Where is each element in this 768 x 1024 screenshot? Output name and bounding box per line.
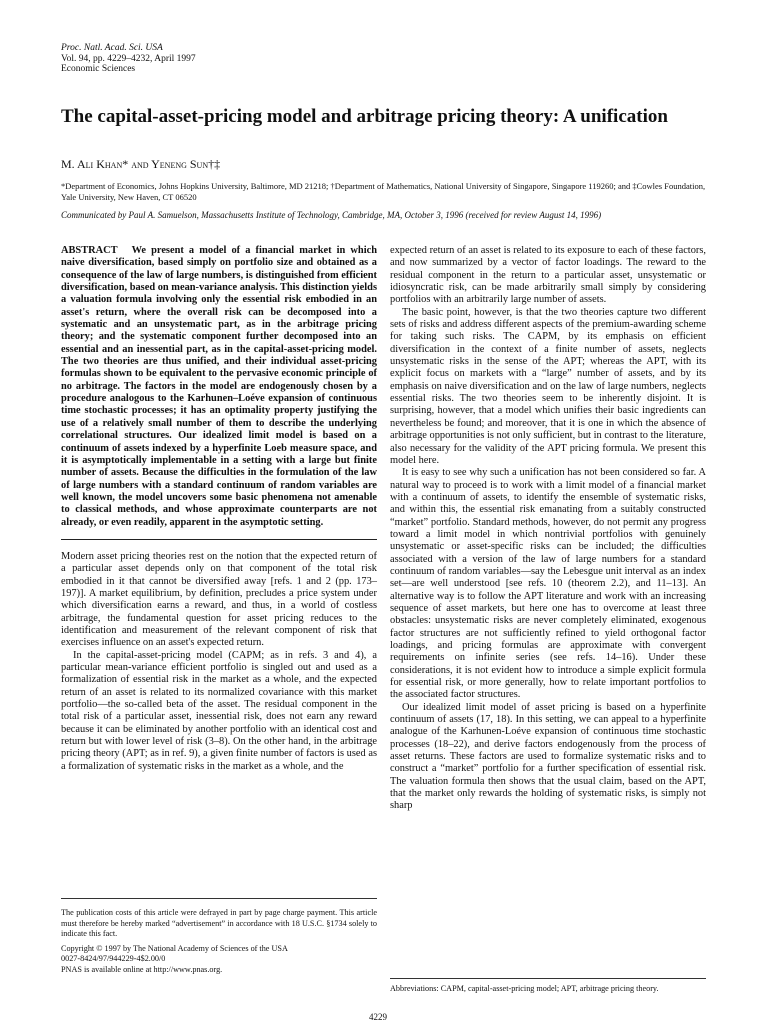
publication-footnote (61, 908, 377, 975)
advertisement-note: The publication costs of this article were defrayed in part by page charge payment. This article must therefore be hereby marked “advertisement” in accordance with 18 U.S.C. §1734 solely to indicate this fact. (61, 908, 377, 938)
body-paragraph: In the capital-asset-pricing model (CAPM; as in refs. 3 and 4), a particular mean-variance efficient portfolio is singled out and used as a formalization of essential risk in the market as a whole, and the expected return of an asset is related to its normalized covariance with this market portfolio—the so-called beta of the asset. The residual component in the total risk of a particular asset, inessential risk, does not earn any reward because it can be eliminated by another portfolio with an identical cost and return but with lower level of risk (3–8). On the other hand, in the arbitrage pricing theory (APT; as in ref. 9), a given finite number of factors is used as a formalization of systematic risks in the market as a whole, and the (61, 649, 377, 772)
journal-name: Proc. Natl. Acad. Sci. USA (61, 43, 163, 53)
abstract-divider (61, 539, 377, 540)
body-paragraph: It is easy to see why such a unification has not been considered so far. A natural way to proceed is to work with a limit model of a financial market with a continuum of assets, to identify the ensemble of systematic risks, and within this, the essential risk emanating from a suitably constructed “market” portfolio. Standard methods, however, do not permit any progress toward a limit model in which nontrivial portfolios with genuinely unsystematic or asset-specific risks can be included; the difficulties associated with a version of the law of large numbers for a standard continuum of random variables—say the Lebesgue unit interval as an index set—are well understood [see refs. 10 (theorem 2.2), and 11–13]. An alternative way is to follow the APT literature and work with an increasing sequence of asset markets, but here one has to overcome at least three obstacles: unsystematic risks are never completely eliminated, exogenous factor structures are not sufficiently refined to yield orthogonal factor loadings, and pricing formulas are approximate with convergent requirements on infinite series (see refs. 14–16). Under these considerations, it is not evident how to introduce a simple explicit formula for essential risk, or more generally, how to relate important portfolios to the associated factor structures. (390, 467, 706, 701)
footnote-divider (61, 898, 377, 899)
paper-title: The capital-asset-pricing model and arbitrage pricing theory: A unification (61, 106, 668, 127)
left-column (61, 245, 377, 773)
abstract (61, 245, 377, 529)
authors: M. Ali Khan* and Yeneng Sun†‡ (61, 157, 221, 171)
journal-header (61, 43, 196, 75)
section-name: Economic Sciences (61, 64, 136, 74)
abstract-text: We present a model of a financial market in which naive diversification, based simply on portfolio size and obtained as a consequence of the law of large numbers, is distinguished from efficient diversification, based on mean-variance analysis. This distinction yields a valuation formula involving only the essential risk embodied in an asset's return, where the overall risk can be decomposed into a systematic and an unsystematic part, as in the arbitrage pricing theory; and the systematic component further decomposed into an essential and an inessential part, as in the capital-asset-pricing model. The two theories are thus unified, and their individual asset-pricing formulas shown to be equivalent to the pervasive economic principle of no arbitrage. The factors in the model are endogenously chosen by a procedure analogous to the Karhunen–Loéve expansion of continuous time stochastic processes; it has an optimality property justifying the use of a relatively small number of them to describe the underlying correlational structures. Our idealized limit model is based on a continuum of assets indexed by a hyperfinite Loeb measure space, and it is asymptotically implementable in a setting with a large but finite number of assets. Because the difficulties in the formulation of the law of large numbers with a standard continuum of random variables are well known, the model uncovers some basic phenomena not amenable to classical methods, and whose approximate counterparts are not already, or even readily, apparent in the asymptotic setting. (61, 245, 377, 528)
abbreviations-note: Abbreviations: CAPM, capital-asset-pricing model; APT, arbitrage pricing theory. (390, 984, 659, 993)
page-number: 4229 (369, 1012, 387, 1022)
online-availability: PNAS is available online at http://www.pnas.org. (61, 964, 223, 974)
body-paragraph: expected return of an asset is related to its exposure to each of these factors, and now summarized by a vector of factor loadings. The reward to the residual component in the return to a particular asset, unsystematic or idiosyncratic risk, can be made arbitrarily small simply by considering portfolios with an arbitrarily large number of assets. (390, 245, 706, 306)
abstract-label: ABSTRACT (61, 245, 118, 256)
body-paragraph: The basic point, however, is that the two theories capture two different sets of risks and address different aspects of the premium-awarding scheme for taking such risks. The CAPM, by its emphasis on efficient diversification in the context of a finite number of assets, neglects unsystematic risks in the sense of the APT; whereas the APT, with its explicit focus on markets with a “large” number of assets, and by its emphasis on naive diversification and on the law of large numbers, neglects essential risks. The two theories seem to be inherently disjoint. It is surprising, however, that a model which unifies their basic ingredients can nevertheless be found; and moreover, that it is one in which the absence of arbitrage opportunities is not only sufficient, but in contrast to the literature, also necessary for the validity of the APT pricing formula. We present this model here. (390, 306, 706, 466)
right-column (390, 245, 706, 813)
affiliations: *Department of Economics, Johns Hopkins University, Baltimore, MD 21218; †Department of Mathematics, National University of Singapore, Singapore 119260; and ‡Cowles Foundation, Yale University, New Haven, CT 06520 (61, 181, 706, 202)
volume-info: Vol. 94, pp. 4229–4232, April 1997 (61, 53, 196, 64)
copyright: Copyright © 1997 by The National Academy of Sciences of the USA (61, 943, 288, 953)
body-paragraph: Modern asset pricing theories rest on the notion that the expected return of a particular asset depends only on that component of the total risk embodied in it that cannot be diversified away [refs. 1 and 2 (pp. 173–197)]. A market equilibrium, by definition, precludes a price system under which diversification earns a reward, and thus, in a world of costless arbitrage, the fundamental question for asset pricing reduces to the identification and measurement of the relevant component of risk that exercises influence on an asset's expected return. (61, 550, 377, 649)
communicated-by: Communicated by Paul A. Samuelson, Massachusetts Institute of Technology, Cambridge, MA, October 3, 1996 (received for review August 14, 1996) (61, 210, 602, 220)
abbreviations-divider (390, 978, 706, 979)
issn: 0027-8424/97/944229-4$2.00/0 (61, 954, 166, 963)
body-paragraph: Our idealized limit model of asset pricing is based on a hyperfinite continuum of assets (17, 18). In this setting, we can appeal to a hyperfinite analogue of the Karhunen-Loéve expansion of continuous time stochastic processes (18–22), and derive factors endogenously from the process of asset returns. These factors are used to formalize systematic risks and to construct a “market” portfolio for a further specification of essential risk. The valuation formula then shows that the usual claim, based on the APT, that the market only rewards the holding of systematic risks, is simply not sharp (390, 701, 706, 812)
